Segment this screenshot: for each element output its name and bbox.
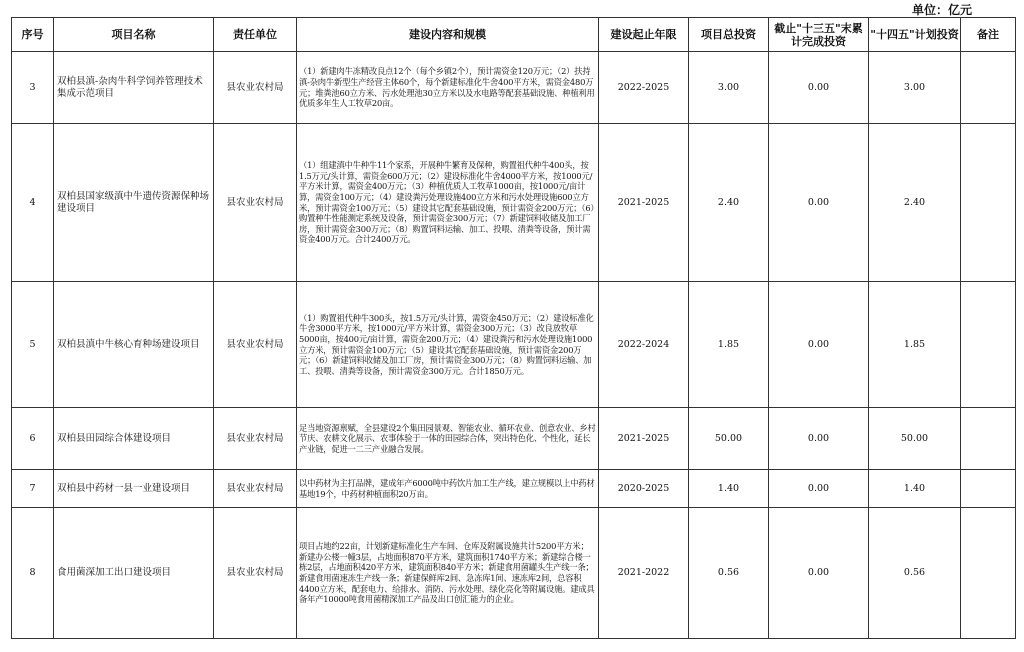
cell-done13: 0.00	[769, 282, 869, 408]
cell-period: 2021-2022	[599, 508, 689, 639]
cell-plan14: 0.56	[869, 508, 961, 639]
cell-note	[961, 124, 1016, 282]
cell-period: 2020-2025	[599, 470, 689, 508]
cell-done13: 0.00	[769, 408, 869, 470]
cell-seq: 3	[12, 52, 54, 124]
cell-dept: 县农业农村局	[214, 408, 297, 470]
cell-dept: 县农业农村局	[214, 470, 297, 508]
cell-note	[961, 508, 1016, 639]
cell-seq: 6	[12, 408, 54, 470]
cell-content: 以中药材为主打品牌，建成年产6000吨中药饮片加工生产线，建立规模以上中药材基地19个，中药材种植面积20万亩。	[297, 470, 599, 508]
cell-note	[961, 282, 1016, 408]
table-row	[12, 282, 1016, 408]
cell-name: 双柏县滇-杂肉牛科学饲养管理技术集成示范项目	[54, 52, 214, 124]
cell-name: 双柏县中药材一县一业建设项目	[54, 470, 214, 508]
table-row	[12, 52, 1016, 124]
cell-total: 0.56	[689, 508, 769, 639]
cell-name: 食用菌深加工出口建设项目	[54, 508, 214, 639]
cell-period: 2021-2025	[599, 124, 689, 282]
cell-total: 50.00	[689, 408, 769, 470]
header-seq: 序号	[12, 18, 54, 52]
header-total: 项目总投资	[689, 18, 769, 52]
cell-note	[961, 470, 1016, 508]
cell-plan14: 3.00	[869, 52, 961, 124]
unit-label: 单位：亿元	[912, 3, 973, 17]
cell-done13: 0.00	[769, 124, 869, 282]
cell-total: 1.85	[689, 282, 769, 408]
cell-plan14: 1.85	[869, 282, 961, 408]
table-row	[12, 470, 1016, 508]
cell-content: （1）组建滇中牛种牛11个家系，开展种牛繁育及保种，购置祖代种牛400头，按1.5万元/头计算，需资金600万元；（2）建设标准化牛舍4000平方米，按1000元/平方米计算，需资金400万元；（3）种植优质人工牧草1000亩，按1000元/亩计算，需资金100万元；（4）建设粪污处理设施400立方米和污水处理设施600立方米，预计需资金100万元；（5）建设其它配套基础设施，预计需资金200万元；（6）购置种牛性能测定系统及设备，预计需资金300万元；（7）新建饲料收储及加工厂房，预计需资金300万元；（8）购置饲料运输、加工、投喂、清粪等设备，预计需资金400万元。合计2400万元。	[297, 124, 599, 282]
cell-total: 1.40	[689, 470, 769, 508]
cell-done13: 0.00	[769, 508, 869, 639]
cell-dept: 县农业农村局	[214, 508, 297, 639]
cell-period: 2022-2024	[599, 282, 689, 408]
cell-note	[961, 52, 1016, 124]
cell-dept: 县农业农村局	[214, 52, 297, 124]
cell-name: 双柏县国家级滇中牛遗传资源保种场建设项目	[54, 124, 214, 282]
cell-note	[961, 408, 1016, 470]
cell-seq: 5	[12, 282, 54, 408]
cell-plan14: 50.00	[869, 408, 961, 470]
project-table	[11, 17, 1016, 639]
header-note: 备注	[961, 18, 1016, 52]
cell-done13: 0.00	[769, 52, 869, 124]
cell-total: 3.00	[689, 52, 769, 124]
cell-seq: 7	[12, 470, 54, 508]
cell-dept: 县农业农村局	[214, 124, 297, 282]
cell-plan14: 2.40	[869, 124, 961, 282]
cell-content: 足当地资源禀赋，全县建设2个集田园景观、智能农业、循环农业、创意农业、乡村节庆、农耕文化展示、农事体验于一体的田园综合体，突出特色化、个性化，延长产业链，促进一二三产业融合发展。	[297, 408, 599, 470]
table-row	[12, 508, 1016, 639]
header-plan14: "十四五"计划投资	[869, 18, 961, 52]
cell-plan14: 1.40	[869, 470, 961, 508]
cell-seq: 4	[12, 124, 54, 282]
cell-content: （1）购置祖代种牛300头，按1.5万元/头计算，需资金450万元；（2）建设标准化牛舍3000平方米，按1000元/平方米计算，需资金300万元；（3）改良放牧草5000亩，按400元/亩计算，需资金200万元；（4）建设粪污和污水处理设施1000立方米，预计需资金100万元；（5）建设其它配套基础设施，预计需资金200万元；（6）新建饲料收储及加工厂房，预计需资金300万元；（8）购置饲料运输、加工、投喂、清粪等设备，预计需资金300万元。合计1850万元。	[297, 282, 599, 408]
cell-period: 2022-2025	[599, 52, 689, 124]
cell-period: 2021-2025	[599, 408, 689, 470]
table-row	[12, 124, 1016, 282]
cell-dept: 县农业农村局	[214, 282, 297, 408]
header-dept: 责任单位	[214, 18, 297, 52]
cell-seq: 8	[12, 508, 54, 639]
cell-content: 项目占地约22亩，计划新建标准化生产车间、仓库及附属设施共计5200平方米；新建办公楼一幢3层，占地面积870平方米，建筑面积1740平方米；新建综合楼一栋2层，占地面积420平方米，建筑面积840平方米；新建食用菌罐头生产线一条；新建食用菌速冻生产线一条；新建保鲜库2间、急冻库1间、速冻库2间，总容积4400立方米，配套电力、给排水、消防、污水处理、绿化亮化等附属设施。建成具备年产10000吨食用菌精深加工产品及出口创汇能力的企业。	[297, 508, 599, 639]
cell-name: 双柏县滇中牛核心育种场建设项目	[54, 282, 214, 408]
table-header-row	[12, 18, 1016, 52]
header-period: 建设起止年限	[599, 18, 689, 52]
cell-total: 2.40	[689, 124, 769, 282]
header-done13: 截止"十三五"末累计完成投资	[769, 18, 869, 52]
table-row	[12, 408, 1016, 470]
header-content: 建设内容和规模	[297, 18, 599, 52]
cell-name: 双柏县田园综合体建设项目	[54, 408, 214, 470]
cell-content: （1）新建肉牛冻精改良点12个（每个乡镇2个），预计需资金120万元；（2）扶持滇-杂肉牛新型生产经营主体60个，每个新建标准化牛舍400平方米，需资金480万元；堆粪池60立方米、污水处理池30立方米以及水电路等配套基础设施、种植利用优质多年生人工牧草20亩。	[297, 52, 599, 124]
cell-done13: 0.00	[769, 470, 869, 508]
header-name: 项目名称	[54, 18, 214, 52]
